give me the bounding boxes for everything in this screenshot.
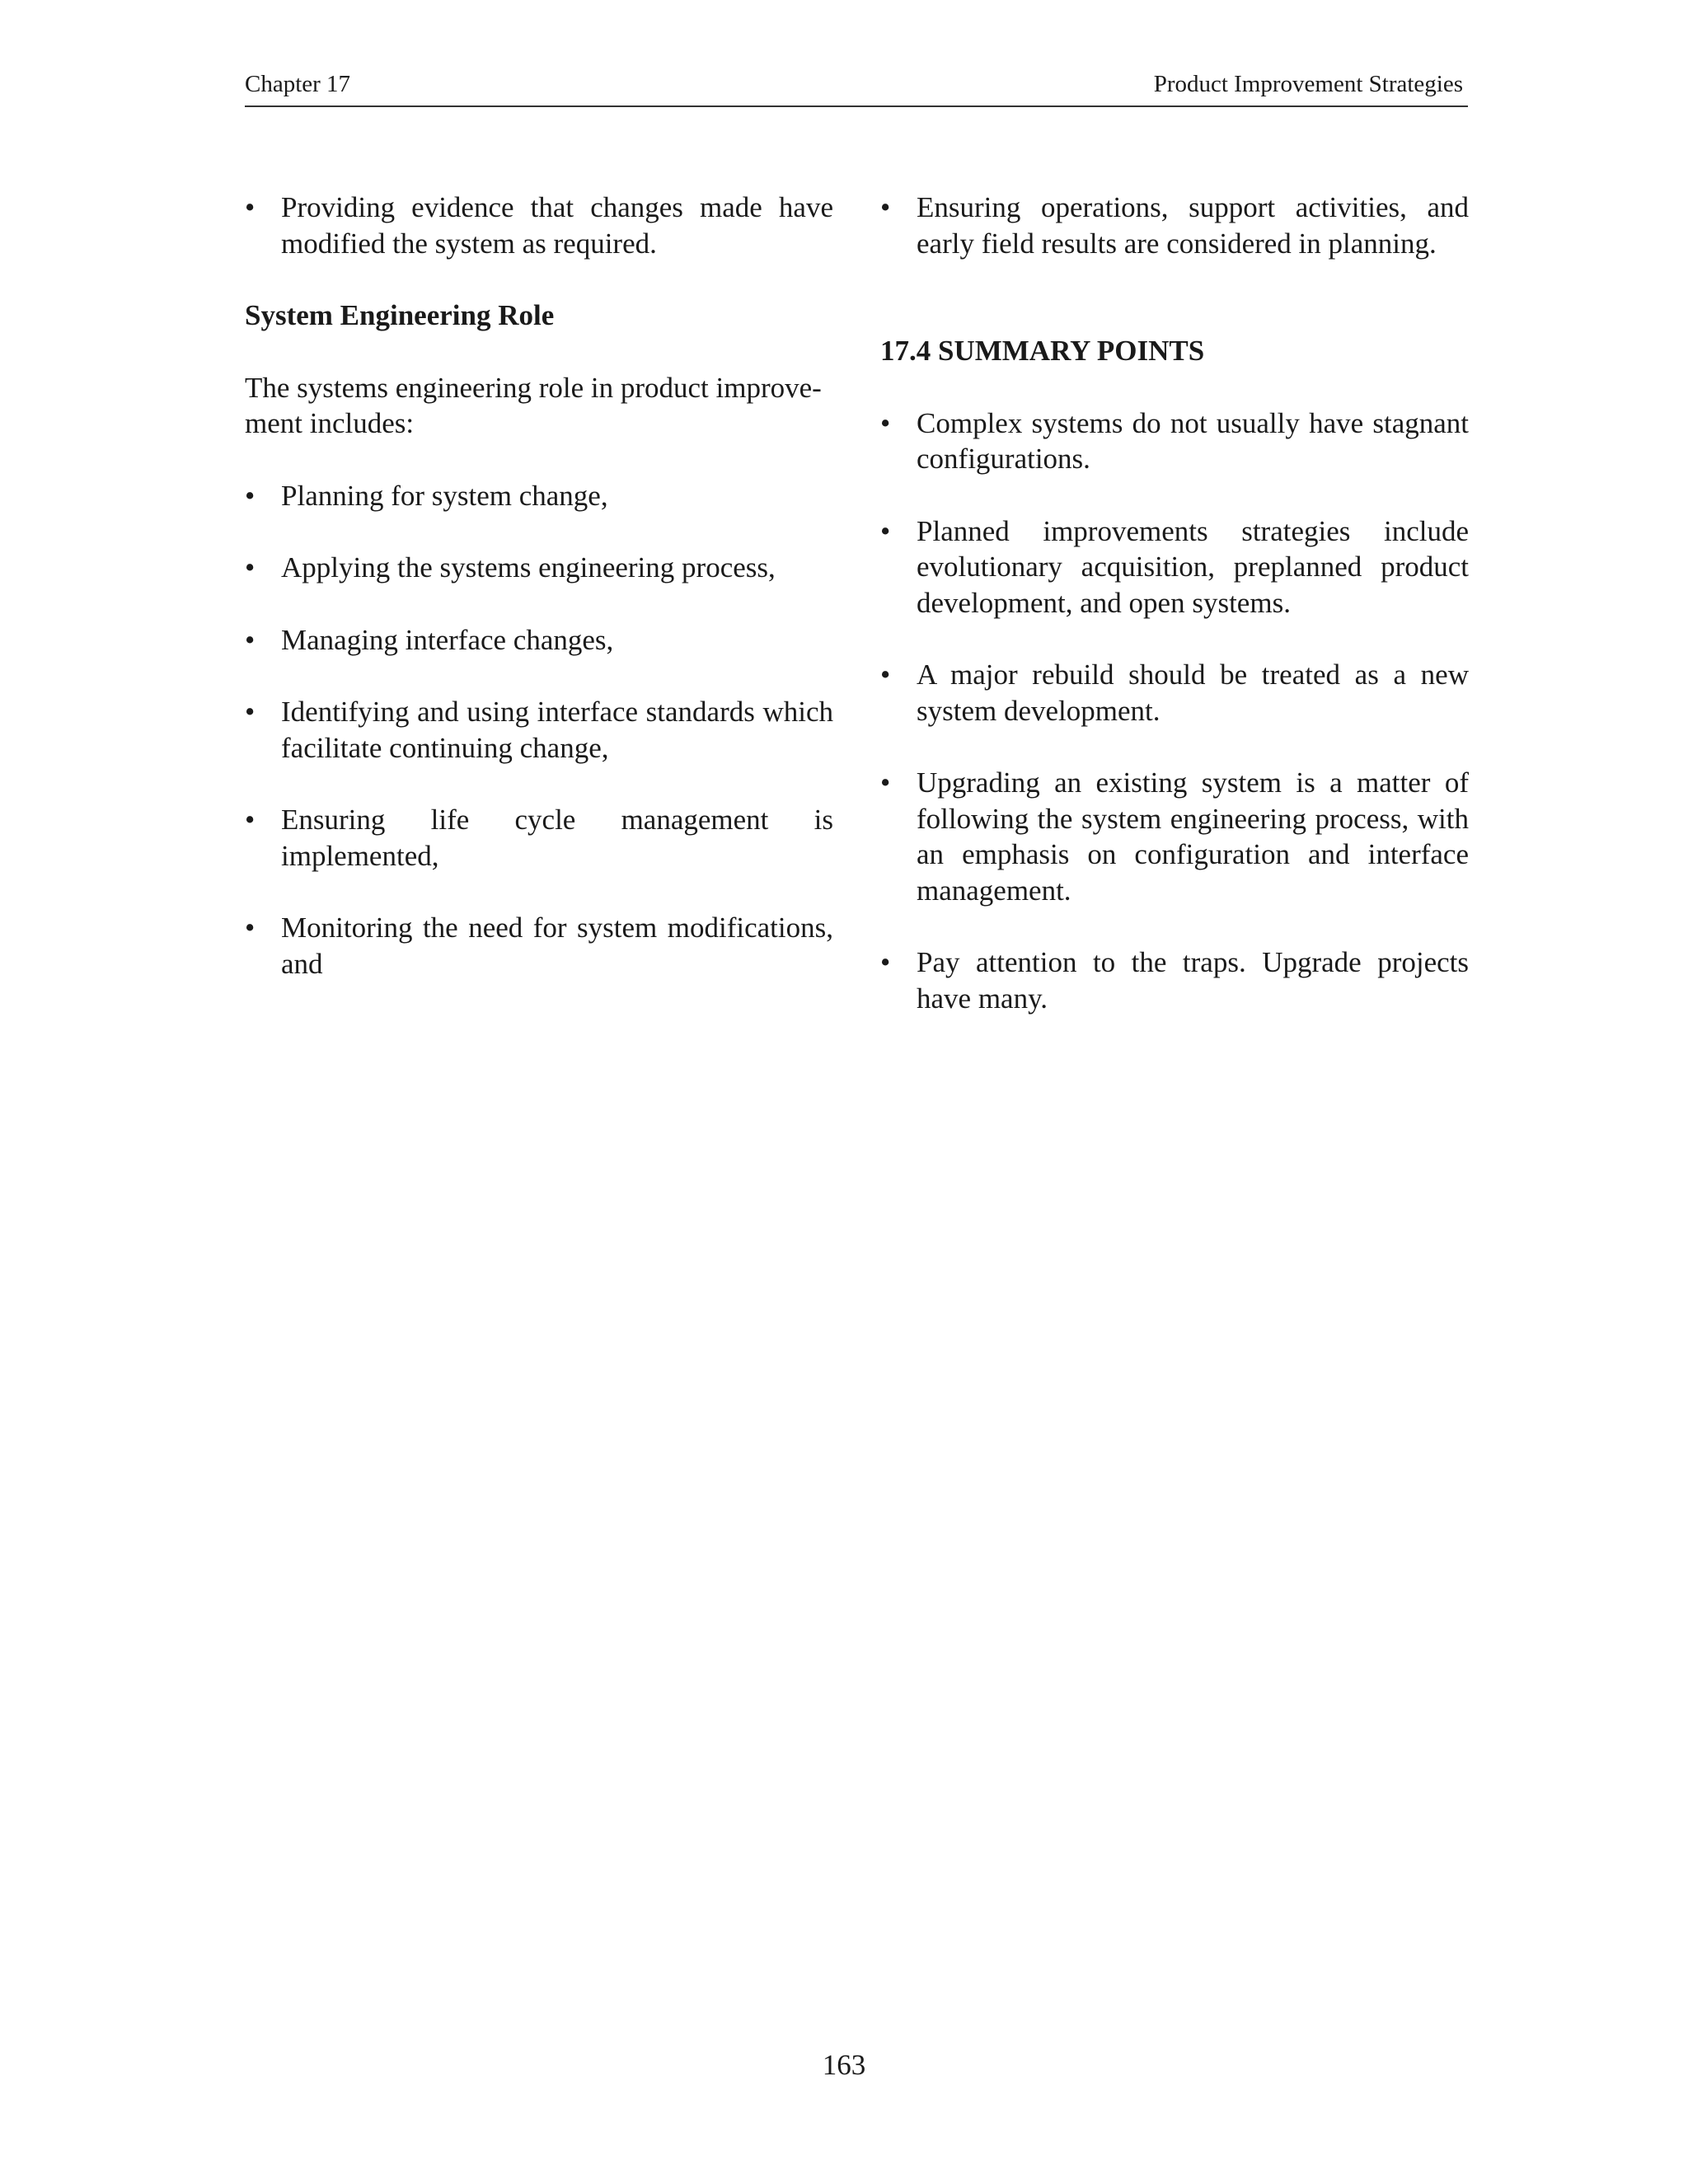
list-item	[245, 478, 833, 514]
list-item	[245, 802, 833, 874]
bullet-icon: •	[245, 551, 256, 583]
intro-bullet-list	[880, 190, 1469, 261]
role-bullet-list	[245, 478, 833, 982]
bullet-icon: •	[880, 658, 891, 691]
list-item-text: Ensuring life cycle management is implemented,	[281, 804, 833, 872]
summary-bullet-list	[880, 405, 1469, 1017]
bullet-icon: •	[245, 804, 256, 836]
bullet-icon: •	[880, 946, 891, 978]
bullet-icon: •	[880, 406, 891, 439]
list-item-text: Monitoring the need for system modifications, and	[281, 912, 833, 980]
list-item	[880, 657, 1469, 729]
list-item-text: Ensuring operations, support activities, and early field results are considered in planning.	[917, 191, 1469, 260]
list-item-text: Applying the systems engineering process,	[281, 551, 776, 583]
header-title: Product Improvement Strategies	[1153, 71, 1463, 97]
subheading: System Engineering Role	[245, 299, 555, 331]
list-item	[880, 405, 1469, 477]
list-item	[245, 550, 833, 586]
bullet-icon: •	[880, 191, 891, 223]
list-item	[880, 944, 1469, 1016]
list-item	[245, 190, 833, 261]
bullet-icon: •	[245, 479, 256, 512]
left-column	[245, 190, 833, 982]
bullet-icon: •	[880, 766, 891, 799]
bullet-icon: •	[245, 696, 256, 728]
paragraph: The systems engineering role in product improve- ment includes:	[245, 371, 822, 439]
list-item-text: Planning for system change,	[281, 479, 608, 512]
list-item-text: Upgrading an existing system is a matter of following the system engineering process, with an emphasis on configuration and interface management.	[917, 766, 1469, 907]
bullet-icon: •	[245, 912, 256, 944]
bullet-icon: •	[245, 623, 256, 656]
list-item	[880, 190, 1469, 261]
bullet-icon: •	[245, 191, 256, 223]
bullet-icon: •	[880, 514, 891, 547]
page-number: 163	[822, 2049, 866, 2081]
list-item-text: Complex systems do not usually have stagnant configurations.	[917, 406, 1469, 475]
running-header	[245, 69, 1468, 107]
list-item-text: Pay attention to the traps. Upgrade projects have many.	[917, 946, 1469, 1015]
right-column	[880, 190, 1469, 1016]
list-item-text: Planned improvements strategies include evolutionary acquisition, preplanned product development, and open systems.	[917, 514, 1469, 619]
list-item-text: Providing evidence that changes made have modified the system as required.	[281, 191, 833, 260]
list-item	[245, 622, 833, 658]
list-item	[245, 694, 833, 766]
section-heading: 17.4 SUMMARY POINTS	[880, 335, 1205, 367]
list-item	[880, 765, 1469, 908]
list-item	[880, 513, 1469, 621]
chapter-label: Chapter 17	[245, 71, 351, 97]
list-item-text: Managing interface changes,	[281, 623, 614, 656]
intro-bullet-list	[245, 190, 833, 261]
list-item-text: A major rebuild should be treated as a new system development.	[917, 658, 1469, 727]
list-item	[245, 910, 833, 982]
list-item-text: Identifying and using interface standards which facilitate continuing change,	[281, 696, 833, 764]
